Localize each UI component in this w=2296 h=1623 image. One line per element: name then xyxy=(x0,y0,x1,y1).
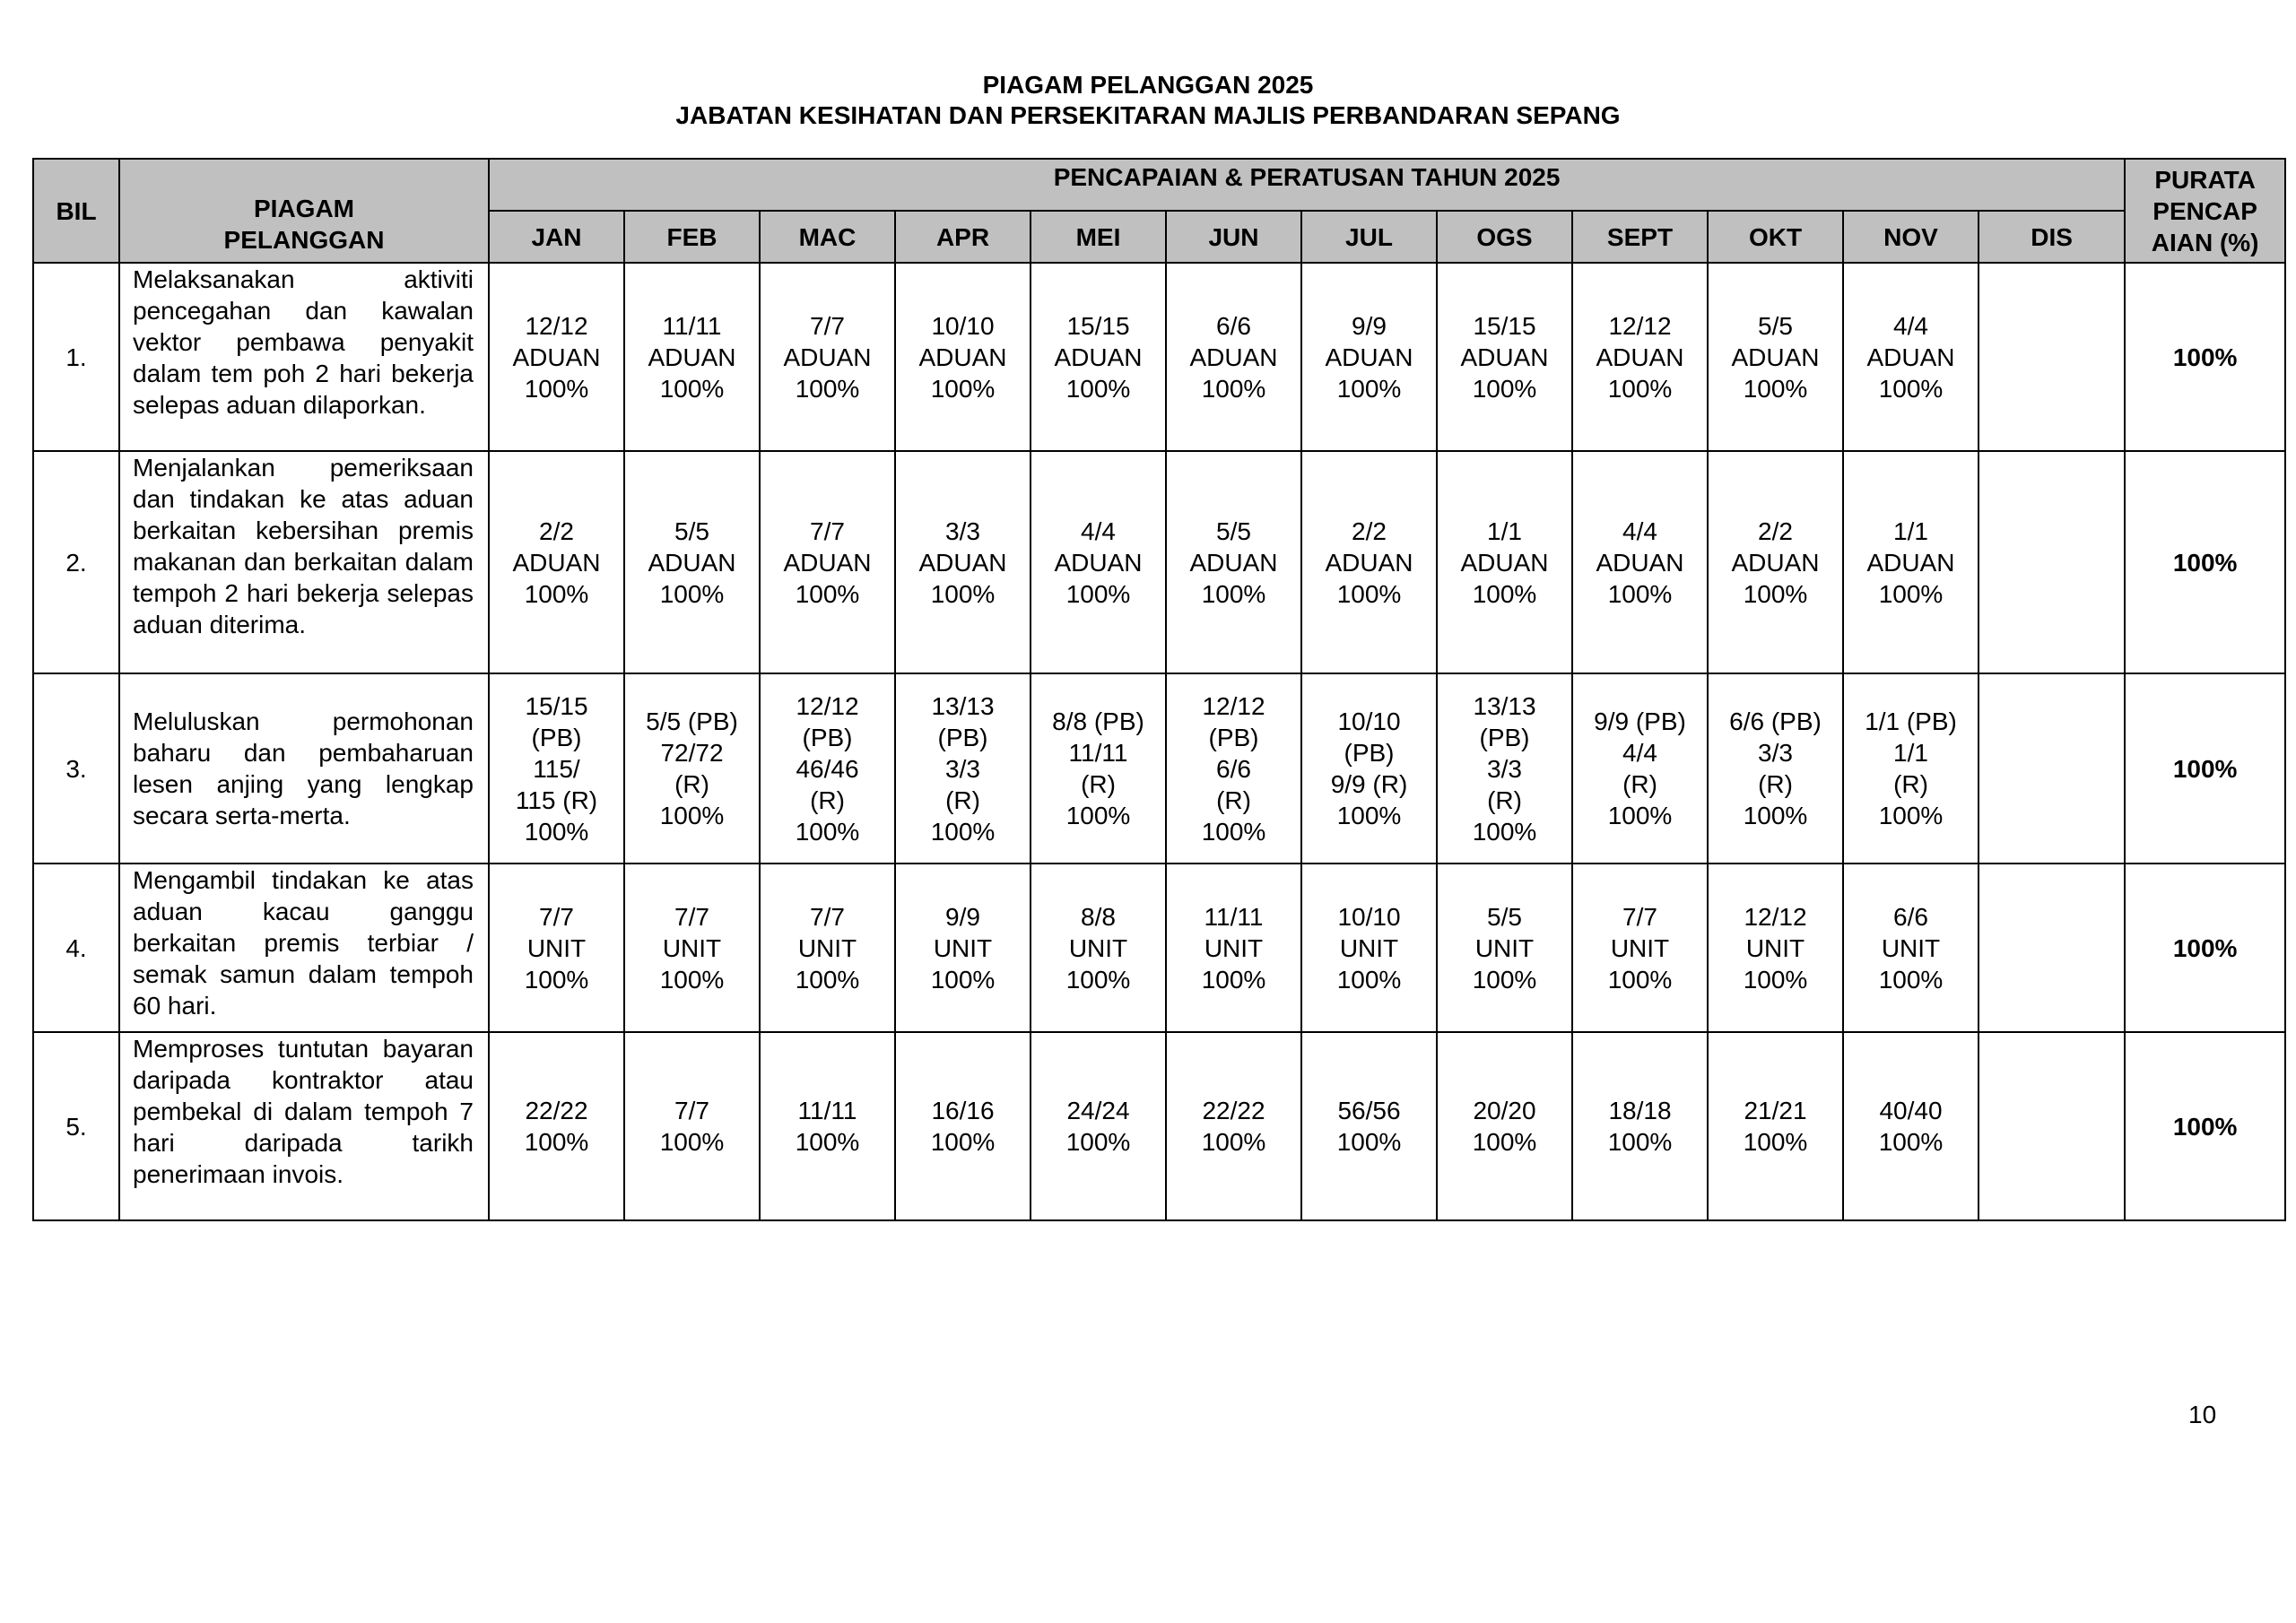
month-value-cell xyxy=(1572,864,1708,1032)
month-value-cell xyxy=(489,864,624,1032)
month-value: 15/15 ADUAN 100% xyxy=(1460,311,1549,403)
month-value-cell xyxy=(895,864,1031,1032)
month-value-cell xyxy=(1166,673,1301,864)
charter-description: Meluluskan permohonan baharu dan pembaharuan lesen anjing yang lengkap secara serta-merta. xyxy=(119,673,489,864)
month-value: 16/16 100% xyxy=(930,1097,996,1156)
month-value: 10/10 ADUAN 100% xyxy=(918,311,1007,403)
row-number: 4. xyxy=(33,864,119,1032)
month-value: 10/10 (PB) 9/9 (R) 100% xyxy=(1330,707,1408,829)
month-value: 3/3 ADUAN 100% xyxy=(918,516,1007,608)
month-value-cell xyxy=(489,263,624,451)
month-value-cell xyxy=(489,451,624,673)
month-value: 2/2 ADUAN 100% xyxy=(512,516,601,608)
month-value-cell xyxy=(1708,263,1843,451)
table-row xyxy=(33,451,2285,673)
month-value-cell xyxy=(1572,673,1708,864)
month-value-cell xyxy=(624,451,760,673)
month-value-cell xyxy=(1572,263,1708,451)
month-value: 7/7 UNIT 100% xyxy=(659,902,725,994)
month-value: 10/10 UNIT 100% xyxy=(1336,902,1402,994)
charter-description: Menjalankan pemeriksaan dan tindakan ke atas aduan berkaitan kebersihan premis makanan dan berkaitan dalam tempoh 2 hari bekerja selepas aduan diterima. xyxy=(119,451,489,673)
month-value: 7/7 ADUAN 100% xyxy=(783,516,872,608)
month-value-cell xyxy=(895,263,1031,451)
month-value: 22/22 100% xyxy=(1201,1097,1266,1156)
month-value: 8/8 (PB) 11/11 (R) 100% xyxy=(1052,707,1144,829)
month-value-cell xyxy=(1843,673,1979,864)
month-value: 56/56 100% xyxy=(1336,1097,1402,1156)
month-value-cell xyxy=(760,263,895,451)
month-value-cell xyxy=(1301,864,1437,1032)
month-value: 21/21 100% xyxy=(1743,1097,1808,1156)
month-value-cell xyxy=(1031,1032,1166,1220)
month-header: NOV xyxy=(1843,211,1979,263)
month-value: 12/12 (PB) 46/46 (R) 100% xyxy=(795,691,860,846)
month-value: 11/11 ADUAN 100% xyxy=(648,311,736,403)
month-value: 22/22 100% xyxy=(524,1097,589,1156)
month-value-cell xyxy=(895,673,1031,864)
table-body xyxy=(33,263,2285,1220)
month-value: 1/1 ADUAN 100% xyxy=(1866,516,1955,608)
month-value-cell xyxy=(1301,673,1437,864)
month-value-cell xyxy=(1979,451,2125,673)
month-value-cell xyxy=(1843,263,1979,451)
month-header: OGS xyxy=(1437,211,1572,263)
header-bil-label: BIL xyxy=(56,196,97,225)
month-header: JAN xyxy=(489,211,624,263)
month-value-cell xyxy=(1166,864,1301,1032)
page-header xyxy=(0,70,2296,131)
average-achievement: 100% xyxy=(2125,673,2285,864)
month-value: 13/13 (PB) 3/3 (R) 100% xyxy=(930,691,996,846)
month-value: 7/7 UNIT 100% xyxy=(524,902,589,994)
month-value-cell xyxy=(895,451,1031,673)
month-value-cell xyxy=(624,864,760,1032)
month-value-cell xyxy=(1031,673,1166,864)
month-value-cell xyxy=(895,1032,1031,1220)
month-value-cell xyxy=(1437,451,1572,673)
month-header: JUN xyxy=(1166,211,1301,263)
month-value: 12/12 ADUAN 100% xyxy=(1596,311,1684,403)
charter-description: Melaksanakan aktiviti pencegahan dan kawalan vektor pembawa penyakit dalam tem poh 2 hari bekerja selepas aduan dilaporkan. xyxy=(119,263,489,451)
month-value-cell xyxy=(1979,864,2125,1032)
header-piagam-label: PIAGAM PELANGGAN xyxy=(223,195,385,254)
month-header: SEPT xyxy=(1572,211,1708,263)
month-value: 4/4 ADUAN 100% xyxy=(1866,311,1955,403)
average-achievement: 100% xyxy=(2125,1032,2285,1220)
month-value: 1/1 ADUAN 100% xyxy=(1460,516,1549,608)
month-value-cell xyxy=(1301,1032,1437,1220)
month-value: 4/4 ADUAN 100% xyxy=(1054,516,1143,608)
header-bil xyxy=(33,159,119,263)
month-header: MAC xyxy=(760,211,895,263)
month-value-cell xyxy=(1166,263,1301,451)
month-value: 11/11 100% xyxy=(795,1097,860,1156)
month-value-cell xyxy=(489,673,624,864)
month-value-cell xyxy=(1031,263,1166,451)
month-value: 9/9 UNIT 100% xyxy=(930,902,996,994)
header-average-label: PURATA PENCAP AIAN (%) xyxy=(2151,165,2259,256)
month-value-cell xyxy=(1843,451,1979,673)
month-value: 12/12 UNIT 100% xyxy=(1743,902,1808,994)
average-achievement: 100% xyxy=(2125,263,2285,451)
month-value: 9/9 (PB) 4/4 (R) 100% xyxy=(1594,707,1686,829)
month-value: 1/1 (PB) 1/1 (R) 100% xyxy=(1865,707,1957,829)
month-value: 12/12 ADUAN 100% xyxy=(512,311,601,403)
month-value: 6/6 (PB) 3/3 (R) 100% xyxy=(1729,707,1822,829)
month-value: 7/7 ADUAN 100% xyxy=(783,311,872,403)
row-number: 1. xyxy=(33,263,119,451)
customer-charter-table xyxy=(32,158,2286,1221)
month-value-cell xyxy=(489,1032,624,1220)
month-value: 8/8 UNIT 100% xyxy=(1065,902,1131,994)
month-value: 20/20 100% xyxy=(1472,1097,1537,1156)
month-value-cell xyxy=(1301,263,1437,451)
header-average xyxy=(2125,159,2285,263)
month-value-cell xyxy=(760,451,895,673)
month-value: 6/6 UNIT 100% xyxy=(1878,902,1944,994)
month-value-cell xyxy=(624,1032,760,1220)
month-value: 5/5 ADUAN 100% xyxy=(1189,516,1278,608)
month-value: 18/18 100% xyxy=(1607,1097,1673,1156)
month-value: 4/4 ADUAN 100% xyxy=(1596,516,1684,608)
month-value-cell xyxy=(1979,673,2125,864)
month-value-cell xyxy=(760,673,895,864)
charter-description: Mengambil tindakan ke atas aduan kacau ganggu berkaitan premis terbiar / semak samun dalam tempoh 60 hari. xyxy=(119,864,489,1032)
row-number: 2. xyxy=(33,451,119,673)
month-value-cell xyxy=(624,673,760,864)
month-value: 5/5 ADUAN 100% xyxy=(648,516,736,608)
month-value: 15/15 (PB) 115/ 115 (R) 100% xyxy=(515,691,598,846)
header-achievement-label: PENCAPAIAN & PERATUSAN TAHUN 2025 xyxy=(1053,163,1561,191)
month-header: MEI xyxy=(1031,211,1166,263)
month-header: FEB xyxy=(624,211,760,263)
month-value: 15/15 ADUAN 100% xyxy=(1054,311,1143,403)
month-header: OKT xyxy=(1708,211,1843,263)
month-value-cell xyxy=(1843,864,1979,1032)
header-piagam xyxy=(119,159,489,263)
month-value-cell xyxy=(624,263,760,451)
month-value-cell xyxy=(1031,451,1166,673)
page-subtitle: JABATAN KESIHATAN DAN PERSEKITARAN MAJLIS PERBANDARAN SEPANG xyxy=(675,101,1621,129)
average-achievement: 100% xyxy=(2125,451,2285,673)
month-value: 40/40 100% xyxy=(1878,1097,1944,1156)
month-value-cell xyxy=(1031,864,1166,1032)
month-value-cell xyxy=(1572,1032,1708,1220)
month-value: 7/7 UNIT 100% xyxy=(1607,902,1673,994)
month-value: 9/9 ADUAN 100% xyxy=(1325,311,1413,403)
month-value: 5/5 UNIT 100% xyxy=(1472,902,1537,994)
month-value-cell xyxy=(1979,1032,2125,1220)
month-value: 5/5 ADUAN 100% xyxy=(1731,311,1820,403)
month-value: 2/2 ADUAN 100% xyxy=(1325,516,1413,608)
table-row xyxy=(33,263,2285,451)
month-value-cell xyxy=(1843,1032,1979,1220)
month-value: 12/12 (PB) 6/6 (R) 100% xyxy=(1201,691,1266,846)
month-value: 24/24 100% xyxy=(1065,1097,1131,1156)
month-value: 7/7 UNIT 100% xyxy=(795,902,860,994)
month-header: JUL xyxy=(1301,211,1437,263)
month-value-cell xyxy=(760,1032,895,1220)
month-value-cell xyxy=(1166,451,1301,673)
month-value: 6/6 ADUAN 100% xyxy=(1189,311,1278,403)
table-row xyxy=(33,1032,2285,1220)
month-value-cell xyxy=(760,864,895,1032)
month-header: DIS xyxy=(1979,211,2125,263)
month-value-cell xyxy=(1979,263,2125,451)
month-value-cell xyxy=(1437,1032,1572,1220)
month-value-cell xyxy=(1708,1032,1843,1220)
month-value: 2/2 ADUAN 100% xyxy=(1731,516,1820,608)
month-value-cell xyxy=(1708,451,1843,673)
month-value-cell xyxy=(1437,263,1572,451)
table-row xyxy=(33,673,2285,864)
month-value: 7/7 100% xyxy=(659,1097,725,1156)
month-header: APR xyxy=(895,211,1031,263)
month-value-cell xyxy=(1437,673,1572,864)
charter-description: Memproses tuntutan bayaran daripada kontraktor atau pembekal di dalam tempoh 7 hari daripada tarikh penerimaan invois. xyxy=(119,1032,489,1220)
month-value-cell xyxy=(1572,451,1708,673)
row-number: 3. xyxy=(33,673,119,864)
month-value: 13/13 (PB) 3/3 (R) 100% xyxy=(1472,691,1537,846)
month-value-cell xyxy=(1301,451,1437,673)
page-title: PIAGAM PELANGGAN 2025 xyxy=(982,71,1314,99)
month-value: 11/11 UNIT 100% xyxy=(1201,902,1266,994)
month-value-cell xyxy=(1708,673,1843,864)
month-value-cell xyxy=(1437,864,1572,1032)
row-number: 5. xyxy=(33,1032,119,1220)
month-value-cell xyxy=(1708,864,1843,1032)
header-achievement-group xyxy=(489,159,2125,211)
month-value-cell xyxy=(1166,1032,1301,1220)
table-row xyxy=(33,864,2285,1032)
month-value: 5/5 (PB) 72/72 (R) 100% xyxy=(646,707,738,829)
page-number: 10 xyxy=(2188,1401,2217,1428)
average-achievement: 100% xyxy=(2125,864,2285,1032)
